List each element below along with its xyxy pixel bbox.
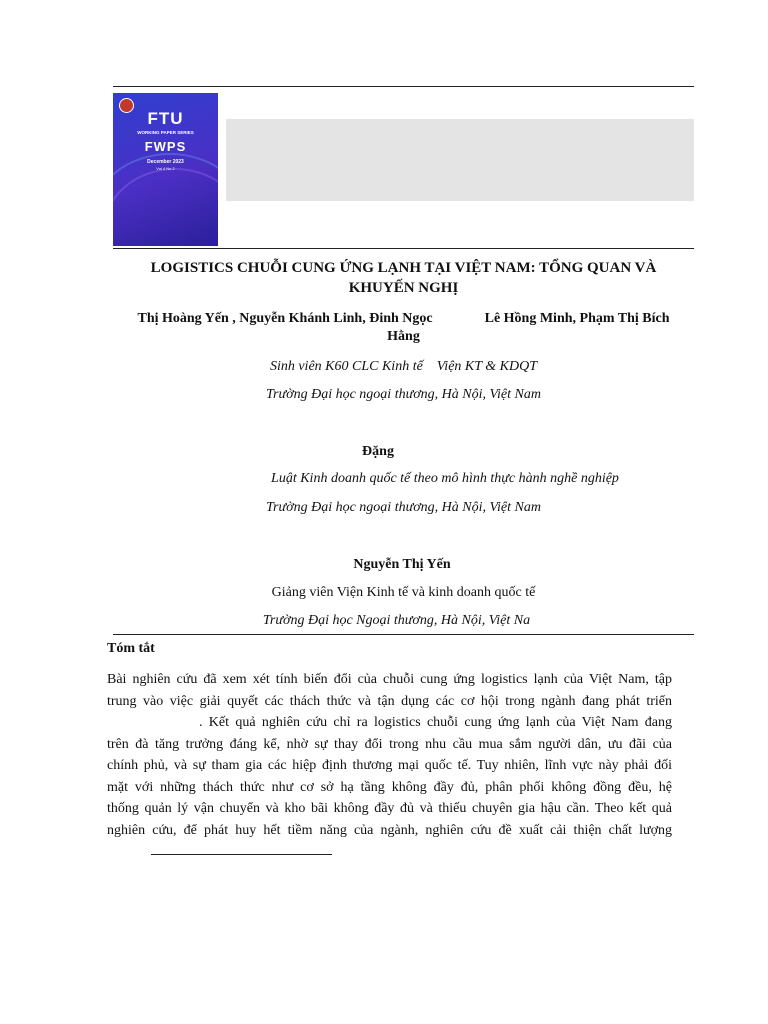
abstract-top-rule [113,634,694,635]
cover-brand: FTU [147,109,184,128]
author-name: Nguyễn Thị Yến [353,557,451,572]
title-line: KHUYẾN NGHỊ [348,280,459,296]
affiliation-program: Luật Kinh doanh quốc tế theo mô hình thực hành nghề nghiệp [271,471,619,486]
abstract-line: chính phủ, và sự tham gia các hiệp định thương mại quốc tế. Tuy nhiên, lĩnh vực này phải đối [107,758,672,773]
authors-line: Hằng [387,329,420,344]
abstract-line: trung vào việc giải quyết các thách thức và tận dụng các cơ hội trong ngành đang phát triển [107,693,672,709]
header-top-rule [113,86,694,87]
affiliation-student [113,358,694,376]
authors-left: Thị Hoàng Yến , Nguyễn Khánh Linh, Đinh Ngọc [137,311,433,326]
affiliation-role: Giảng viên Viện Kinh tế và kinh doanh quốc tế [271,585,536,600]
affiliation-school: Trường Đại học ngoại thương, Hà Nội, Việt Nam [266,387,541,402]
paper-title [113,258,694,298]
title-line: LOGISTICS CHUỖI CUNG ỨNG LẠNH TẠI VIỆT NAM: TỔNG QUAN VÀ [150,260,657,276]
abstract-line: Bài nghiên cứu đã xem xét tính biến đổi của chuỗi cung ứng logistics lạnh của Việt Nam, tập [107,672,672,687]
cover-volume: Vol 4 No 2 [156,166,175,171]
authors-line [113,310,694,328]
author-name: Đặng [362,444,394,459]
abstract-line: trên đà tăng trưởng đáng kể, nhờ sự thay đổi trong nhu cầu mua sắm người dân, ưu đãi của [107,736,672,752]
affiliation-program: Sinh viên K60 CLC Kinh tế [269,359,423,374]
cover-series: WORKING PAPER SERIES [137,130,194,135]
abstract-line: . Kết quả nghiên cứu chỉ ra logistics chuỗi cung ứng lạnh của Việt Nam đang [199,715,672,730]
cover-date: December 2023 [147,159,184,165]
header-banner-box [226,119,694,201]
affiliation-school: Trường Đại học ngoại thương, Hà Nội, Việt Nam [266,500,541,515]
abstract-line: nghiên cứu, để phát huy hết tiềm năng của ngành, nghiên cứu đề xuất cải thiện chất lượng [107,822,672,838]
footnote-separator [151,854,332,855]
header-bottom-rule [113,248,694,249]
cover-acronym: FWPS [144,139,187,154]
abstract-body [107,669,672,841]
abstract-heading: Tóm tắt [107,641,155,656]
journal-cover-image [113,93,218,246]
abstract-line: mặt với những thách thức như cơ sở hạ tầng không đầy đủ, phân phối không đồng đều, hệ [107,779,672,795]
affiliation-school: Trường Đại học Ngoại thương, Hà Nội, Việt Na [262,613,531,628]
affiliation-institute: Viện KT & KDQT [436,359,538,374]
abstract-line: thống quản lý vận chuyển và kho bãi không đầy đủ và thiếu chuyên gia hậu cần. Theo kết quả [107,801,672,816]
authors-right: Lê Hồng Minh, Phạm Thị Bích [484,311,670,326]
author-list [113,310,694,346]
